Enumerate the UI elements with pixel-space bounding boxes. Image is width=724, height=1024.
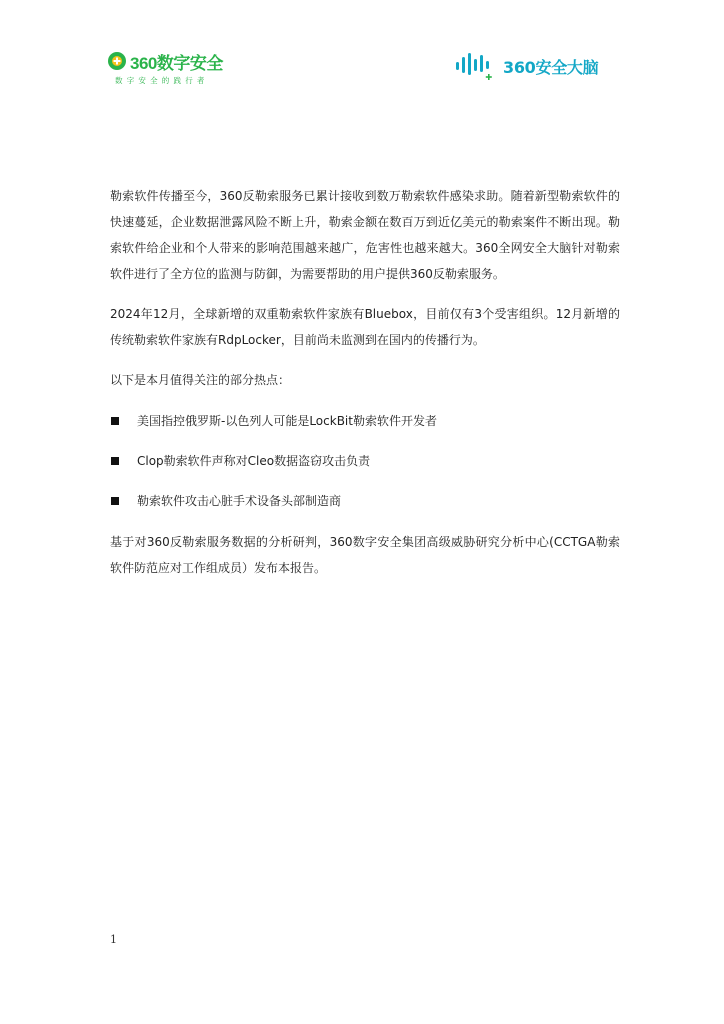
summary-paragraph: 2024年12月，全球新增的双重勒索软件家族有Bluebox，目前仅有3个受害组织。12月新增的传统勒索软件家族有RdpLocker，目前尚未监测到在国内的传播行为。 (110, 307, 620, 347)
page-number: 1 (110, 933, 117, 946)
bullet-item (110, 489, 620, 513)
brand-name: 360数字安全 (130, 53, 223, 73)
bullet-item (110, 449, 620, 473)
report-body (110, 183, 620, 581)
360-logo-icon (107, 51, 127, 71)
brand-logo (107, 48, 223, 86)
square-bullet-icon (111, 497, 119, 505)
product-name: 360安全大脑 (503, 57, 599, 77)
square-bullet-icon (111, 457, 119, 465)
intro-paragraph: 勒索软件传播至今，360反勒索服务已累计接收到数万勒索软件感染求助。随着新型勒索软件的快速蔓延，企业数据泄露风险不断上升，勒索金额在数百万到近亿美元的勒索案件不断出现。勒索软件给企业和个人带来的影响范围越来越广，危害性也越来越大。360全网安全大脑针对勒索软件进行了全方位的监测与防御，为需要帮助的用户提供360反勒索服务。 (110, 189, 620, 281)
bullet-text: Clop勒索软件声称对Cleo数据盗窃攻击负责 (137, 454, 371, 468)
product-logo (455, 50, 598, 82)
conclusion-paragraph: 基于对360反勒索服务数据的分析研判，360数字安全集团高级威胁研究分析中心(CCTGA勒索软件防范应对工作组成员）发布本报告。 (110, 535, 620, 575)
bullet-item (110, 409, 620, 433)
brand-subtitle: 数字安全的践行者 (115, 76, 209, 85)
bullet-text: 美国指控俄罗斯-以色列人可能是LockBit勒索软件开发者 (137, 414, 437, 428)
square-bullet-icon (111, 417, 119, 425)
bullet-text: 勒索软件攻击心脏手术设备头部制造商 (137, 494, 342, 508)
hot-topics-intro: 以下是本月值得关注的部分热点： (110, 373, 291, 387)
sound-wave-icon (455, 50, 497, 82)
